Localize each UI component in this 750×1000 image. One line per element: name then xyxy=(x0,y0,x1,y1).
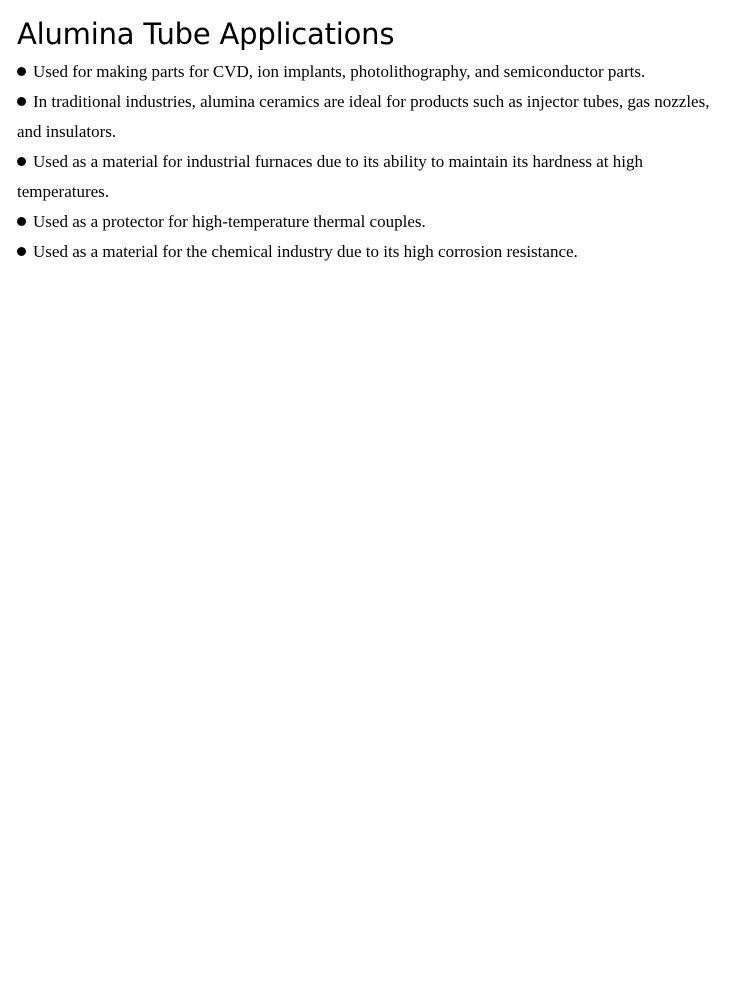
bullet-icon xyxy=(17,67,26,76)
applications-list xyxy=(17,57,735,267)
bullet-icon xyxy=(17,217,26,226)
bullet-icon xyxy=(17,157,26,166)
list-item xyxy=(17,237,735,267)
bullet-icon xyxy=(17,97,26,106)
list-item xyxy=(17,87,735,147)
list-item xyxy=(17,57,735,87)
page-title: Alumina Tube Applications xyxy=(17,17,395,51)
document-content xyxy=(17,14,735,267)
list-item-text: Used for making parts for CVD, ion implants, photolithography, and semiconductor parts. xyxy=(33,62,646,81)
bullet-icon xyxy=(17,247,26,256)
list-item-text: Used as a protector for high-temperature thermal couples. xyxy=(33,212,426,231)
list-item-text: Used as a material for industrial furnaces due to its ability to maintain its hardness at high temperatures. xyxy=(17,152,643,201)
list-item xyxy=(17,147,735,207)
list-item-text: In traditional industries, alumina ceramics are ideal for products such as injector tubes, gas nozzles, and insulators. xyxy=(17,92,710,141)
list-item xyxy=(17,207,735,237)
list-item-text: Used as a material for the chemical industry due to its high corrosion resistance. xyxy=(33,242,578,261)
